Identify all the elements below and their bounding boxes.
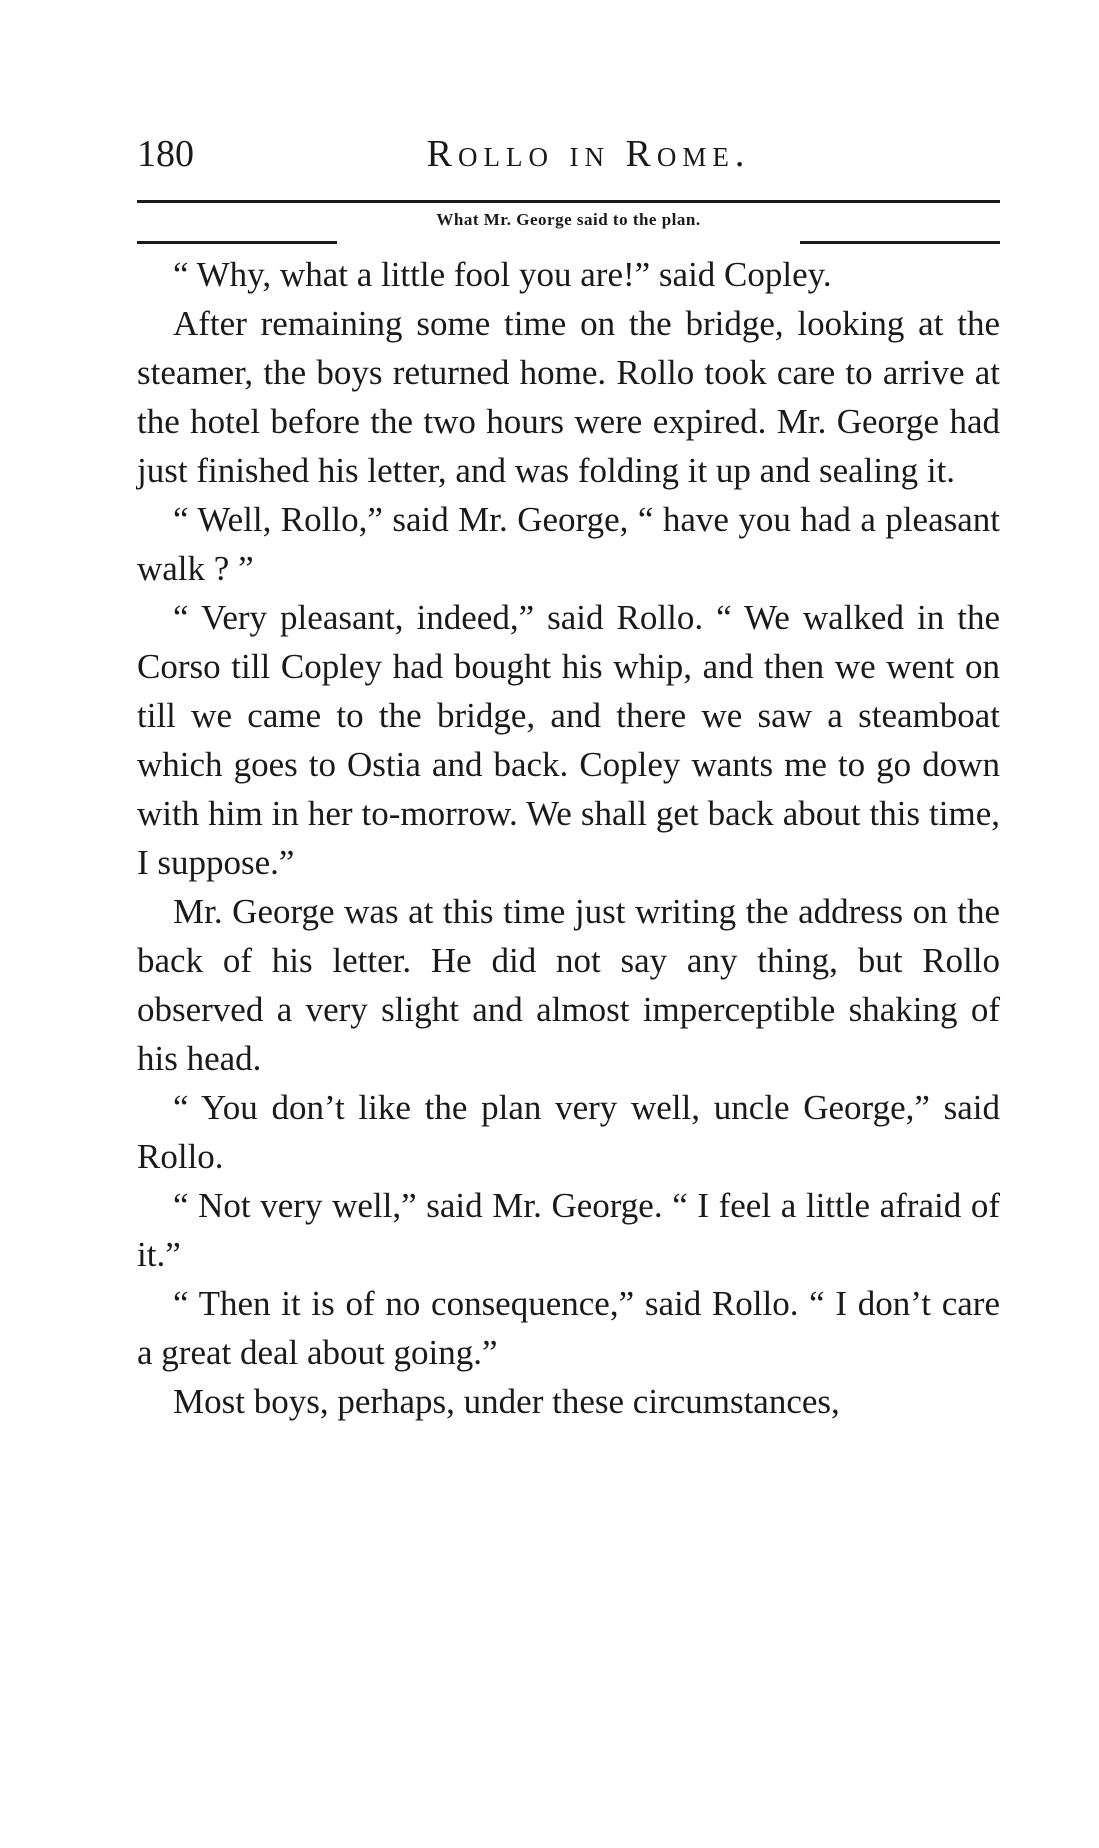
- paragraph: “ Not very well,” said Mr. George. “ I feel a little afraid of it.”: [137, 1186, 1000, 1274]
- body-text: [137, 250, 1000, 1426]
- book-title: Rollo in Rome.: [426, 133, 751, 175]
- paragraph: “ Why, what a little fool you are!” said Copley.: [173, 255, 832, 294]
- paragraph: “ Well, Rollo,” said Mr. George, “ have you had a pleasant walk ? ”: [137, 500, 1000, 588]
- book-page: [137, 120, 1000, 1421]
- paragraph: “ Then it is of no consequence,” said Rollo. “ I don’t care a great deal about going.”: [137, 1284, 1000, 1372]
- paragraph: Mr. George was at this time just writing the address on the back of his letter. He did not say any thing, but Rollo observed a very slight and almost imperceptible shaking of his head.: [137, 892, 1000, 1078]
- heading-rule-left: [137, 241, 337, 244]
- paragraph: “ You don’t like the plan very well, uncle George,” said Rollo.: [137, 1088, 1000, 1176]
- page-number: 180: [137, 133, 194, 175]
- paragraph: After remaining some time on the bridge, looking at the steamer, the boys returned home. Rollo took care to arrive at the hotel before the two hours were expired. Mr. George had just finished his letter, and was folding it up and sealing it.: [137, 304, 1000, 490]
- section-heading: What Mr. George said to the plan.: [436, 210, 701, 229]
- running-head: [137, 120, 1000, 182]
- heading-rule-right: [800, 241, 1000, 244]
- header-rule: [137, 200, 1000, 203]
- paragraph: Most boys, perhaps, under these circumstances,: [173, 1382, 840, 1421]
- paragraph: “ Very pleasant, indeed,” said Rollo. “ We walked in the Corso till Copley had bought his whip, and then we went on till we came to the bridge, and there we saw a steamboat which goes to Ostia and back. Copley wants me to go down with him in her to-morrow. We shall get back about this time, I suppose.”: [137, 598, 1000, 882]
